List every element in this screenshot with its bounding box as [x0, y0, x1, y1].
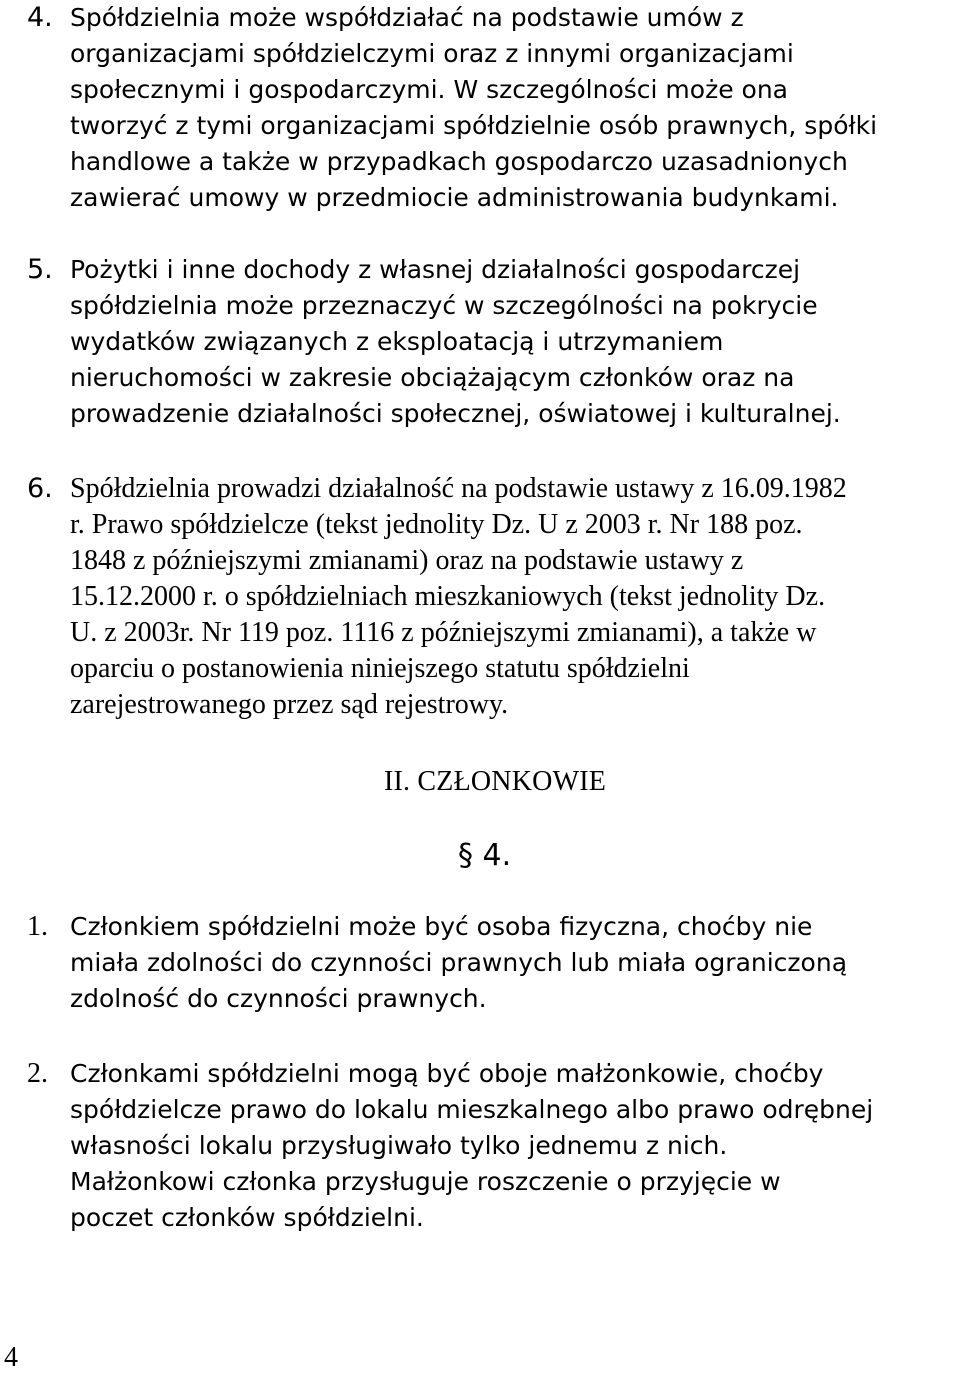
item-text-line: zawierać umowy w przedmiocie administrowania budynkami. — [70, 183, 839, 212]
item-text-line: zdolność do czynności prawnych. — [70, 984, 487, 1013]
item-text-line: zarejestrowanego przez sąd rejestrowy. — [70, 689, 509, 720]
item-text-line: spółdzielnia może przeznaczyć w szczególności na pokrycie — [70, 291, 818, 320]
paragraph-mark: § 4. — [458, 838, 512, 873]
item-text-line: Małżonkowi członka przysługuje roszczenie o przyjęcie w — [70, 1167, 781, 1196]
item-number: 1. — [27, 911, 48, 942]
item-number: 5. — [27, 254, 53, 285]
item-number: 6. — [27, 473, 53, 504]
item-text-line: Spółdzielnia prowadzi działalność na podstawie ustawy z 16.09.1982 — [70, 473, 847, 504]
item-text-line: Członkiem spółdzielni może być osoba fizyczna, choćby nie — [70, 912, 813, 941]
item-number: 2. — [27, 1058, 48, 1089]
item-text-line: własności lokalu przysługiwało tylko jednemu z nich. — [70, 1131, 728, 1160]
item-text-line: spółdzielcze prawo do lokalu mieszkalnego albo prawo odrębnej — [70, 1095, 874, 1124]
item-text-line: społecznymi i gospodarczymi. W szczególności może ona — [70, 75, 788, 104]
item-text-line: tworzyć z tymi organizacjami spółdzielnie osób prawnych, spółki — [70, 111, 878, 140]
item-text-line: Pożytki i inne dochody z własnej działalności gospodarczej — [70, 255, 801, 284]
item-text-line: miała zdolności do czynności prawnych lub miała ograniczoną — [70, 948, 848, 977]
item-text-line: oparciu o postanowienia niniejszego statutu spółdzielni — [70, 653, 690, 684]
item-text-line: Członkami spółdzielni mogą być oboje małżonkowie, choćby — [70, 1059, 824, 1088]
page-number: 4 — [4, 1342, 18, 1373]
item-text-line: poczet członków spółdzielni. — [70, 1203, 424, 1232]
item-text-line: prowadzenie działalności społecznej, oświatowej i kulturalnej. — [70, 399, 841, 428]
item-text-line: Spółdzielnia może współdziałać na podstawie umów z — [70, 3, 744, 32]
item-number: 4. — [27, 2, 53, 33]
item-text-line: 15.12.2000 r. o spółdzielniach mieszkaniowych (tekst jednolity Dz. — [70, 581, 826, 612]
item-text-line: organizacjami spółdzielczymi oraz z innymi organizacjami — [70, 39, 794, 68]
item-text-line: handlowe a także w przypadkach gospodarczo uzasadnionych — [70, 147, 848, 176]
item-text-line: U. z 2003r. Nr 119 poz. 1116 z późniejszymi zmianami), a także w — [70, 617, 817, 648]
item-text-line: r. Prawo spółdzielcze (tekst jednolity Dz. U z 2003 r. Nr 188 poz. — [70, 509, 803, 540]
section-heading: II. CZŁONKOWIE — [383, 766, 607, 797]
item-text-line: nieruchomości w zakresie obciążającym członków oraz na — [70, 363, 795, 392]
item-text-line: 1848 z późniejszymi zmianami) oraz na podstawie ustawy z — [70, 545, 744, 576]
item-text-line: wydatków związanych z eksploatacją i utrzymaniem — [70, 327, 724, 356]
